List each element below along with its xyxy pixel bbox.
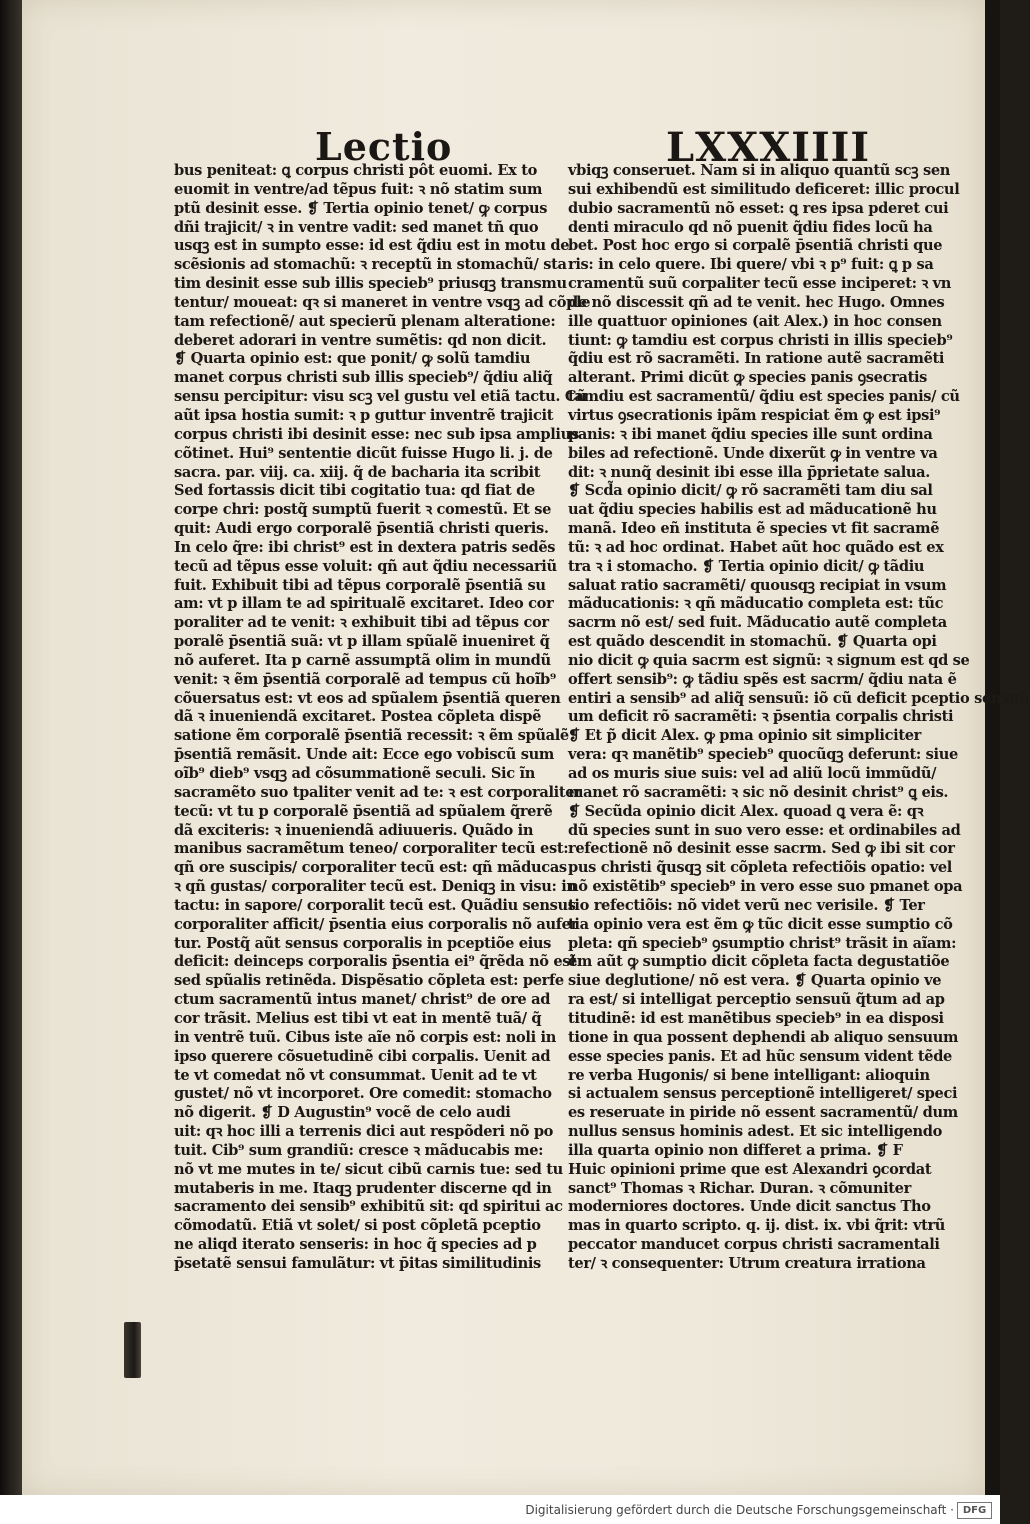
text-line: tamdiu est sacramentũ/ q̃diu est species panis/ cũ xyxy=(568,388,960,406)
text-line: biles ad refectionẽ. Unde dixerũt ꝙ in ventre va xyxy=(568,444,938,462)
text-line: poraliter ad te venit: ꝛ exhibuit tibi ad tẽpus cor xyxy=(174,614,549,632)
text-line: tũ: ꝛ ad hoc ordinat. Habet aũt hoc quãdo est ex xyxy=(568,538,944,556)
text-line: manibus sacramẽtum teneo/ corporaliter tecũ est: xyxy=(174,840,569,858)
text-line: in ventrẽ tuũ. Cibus iste aĩe nõ corpis est: noli in xyxy=(174,1028,556,1046)
text-line: ne aliqd iterato senseris: in hoc q̃ species ad p xyxy=(174,1236,537,1254)
text-line: tam refectionẽ/ aut specierũ plenam alteratione: xyxy=(174,312,556,330)
text-line: nullus sensus hominis adest. Et sic intelligendo xyxy=(568,1123,943,1141)
text-line: cor trãsit. Melius est tibi vt eat in mentẽ tuã/ q̃ xyxy=(174,1009,542,1027)
text-line: ra est/ si intelligat perceptio sensuũ q̃tum ad ap xyxy=(568,991,945,1009)
text-line: am: vt p illam te ad spiritualẽ excitaret. Ideo cor xyxy=(174,595,554,613)
text-line: saluat ratio sacramẽti/ quousqꝫ recipiat in vsum xyxy=(568,576,947,594)
text-line: ẽm aũt ꝙ sumptio dicit cõpleta facta degustatiõe xyxy=(568,953,950,971)
text-line: sed spũalis retinẽda. Dispẽsatio cõpleta est: perfe xyxy=(174,972,564,990)
text-line: Sed fortassis dicit tibi cogitatio tua: qd fiat de xyxy=(174,482,535,500)
text-line: tecũ: vt tu p corporalẽ p̄sentiã ad spũalem q̃rerẽ xyxy=(174,802,553,820)
text-line: esse species panis. Et ad hũc sensum vident tẽde xyxy=(568,1047,952,1065)
text-line: cõtinet. Hui⁹ sententie dicũt fuisse Hugo li. j. de xyxy=(174,444,553,462)
text-line: peccator manducet corpus christi sacramentali xyxy=(568,1236,940,1254)
text-line: Huic opinioni prime que est Alexandri ꝯcordat xyxy=(568,1160,932,1178)
text-line: tra ꝛ i stomacho. ❡ Tertia opinio dicit/ ꝙ tãdiu xyxy=(568,557,925,575)
text-line: bus peniteat: ꝗ corpus christi pôt euomi. Ex to xyxy=(174,162,537,179)
text-line: corpe chri: postq̃ sumptũ fuerit ꝛ comestũ. Et se xyxy=(174,501,552,519)
dfg-logo: DFG xyxy=(957,1502,992,1519)
text-line: corporaliter afficit/ p̄sentia eius corporalis nõ aufer xyxy=(174,915,578,933)
text-line: uit: qꝛ hoc illi a terrenis dici aut respõderi nõ po xyxy=(174,1123,554,1141)
text-line: usqꝫ est in sumpto esse: id est q̃diu est in motu de xyxy=(174,237,570,255)
text-line: ad os muris siue suis: vel ad aliũ locũ immũdũ/ xyxy=(568,765,937,782)
text-line: manet rõ sacramẽti: ꝛ sic nõ desinit christ⁹ ꝗ eis. xyxy=(568,783,949,801)
text-line: ctum sacramentũ intus manet/ christ⁹ de ore ad xyxy=(174,991,551,1009)
text-line: entiri a sensib⁹ ad aliq̃ sensuũ: iõ cũ deficit pceptio sensuũ xyxy=(568,689,1030,707)
text-line: cõmodatũ. Etiã vt solet/ si post cõpletã pceptio xyxy=(174,1217,541,1235)
text-line: ❡ Et p̃ dicit Alex. ꝙ pma opinio sit simpliciter xyxy=(568,727,921,745)
text-line: corpus christi ibi desinit esse: nec sub ipsa amplius xyxy=(174,425,579,443)
text-line: sacra. par. viij. ca. xiij. q̃ de bacharia ita scribit xyxy=(174,463,541,481)
text-line: cõuersatus est: vt eos ad spũalem p̄sentiã queren xyxy=(174,689,561,707)
text-line: uat q̃diu species habilis est ad mãducationẽ hu xyxy=(568,501,937,519)
text-line: te vt comedat nõ vt consummat. Uenit ad te vt xyxy=(174,1066,537,1084)
text-line: satione ẽm corporalẽ p̄sentiã recessit: ꝛ ẽm spũalẽ xyxy=(174,727,569,745)
text-line: offert sensib⁹: ꝙ tãdiu spẽs est sacrm/ q̃diu nata ẽ xyxy=(568,670,957,688)
text-column-left xyxy=(174,162,591,1274)
text-line: mutaberis in me. Itaqꝫ prudenter discerne qd in xyxy=(174,1179,552,1197)
text-line: ptũ desinit esse. ❡ Tertia opinio tenet/ ꝙ corpus xyxy=(174,199,548,217)
text-line: tia opinio vera est ẽm ꝙ tũc dicit esse sumptio cõ xyxy=(568,915,953,933)
text-line: tecũ ad tẽpus esse voluit: qñ aut q̃diu necessariũ xyxy=(174,557,557,575)
text-line: dit: ꝛ nunq̃ desinit ibi esse illa p̄prietate salua. xyxy=(568,463,931,481)
text-line: pleta: qñ specieb⁹ ꝯsumptio christ⁹ trãsit in aĩam: xyxy=(568,934,957,952)
text-line: refectionẽ nõ desinit esse sacrm. Sed ꝙ ibi sit cor xyxy=(568,840,955,858)
text-line: mas in quarto scripto. q. ij. dist. ix. vbi q̃rit: vtrũ xyxy=(568,1217,946,1235)
text-line: qñ ore suscipis/ corporaliter tecũ est: qñ mãducas xyxy=(174,859,567,877)
text-line: nõ vt me mutes in te/ sicut cibũ carnis tue: sed tu xyxy=(174,1160,563,1178)
text-line: titudinẽ: id est manẽtibus specieb⁹ in ea disposi xyxy=(568,1009,944,1027)
text-line: ꝛ qñ gustas/ corporaliter tecũ est. Deniqꝫ in visu: in xyxy=(174,878,577,896)
text-line: dã ꝛ inueniendã excitaret. Postea cõpleta dispẽ xyxy=(174,708,542,726)
running-head-left: Lectio xyxy=(315,124,453,169)
text-line: tione in qua possent dephendi ab aliquo sensuum xyxy=(568,1028,959,1046)
text-line: sanct⁹ Thomas ꝛ Richar. Duran. ꝛ cõmuniter xyxy=(568,1179,911,1197)
text-line: tentur/ moueat: qꝛ si maneret in ventre vsqꝫ ad cõple xyxy=(174,293,591,311)
text-line: nio dicit ꝙ quia sacrm est signũ: ꝛ signum est qd se xyxy=(568,651,970,669)
text-line: es reseruate in piride nõ essent sacramentũ/ dum xyxy=(568,1104,958,1122)
text-line: illa quarta opinio non differet a prima. ❡ F xyxy=(568,1141,903,1159)
text-line: cramentũ suũ corpaliter tecũ esse inciperet: ꝛ vn xyxy=(568,275,952,293)
text-line: dũ species sunt in suo vero esse: et ordinabiles ad xyxy=(568,821,961,839)
text-line: ille quattuor opiniones (ait Alex.) in hoc consen xyxy=(568,312,942,330)
text-line: manet corpus christi sub illis specieb⁹/ q̃diu aliq̃ xyxy=(174,369,553,387)
text-line: pus christi q̃usqꝫ sit cõpleta refectiõis opatio: vel xyxy=(568,859,952,877)
text-line: fuit. Exhibuit tibi ad tẽpus corporalẽ p̄sentiã su xyxy=(174,576,546,594)
text-line: virtus ꝯsecrationis ipãm respiciat ẽm ꝙ est ipsi⁹ xyxy=(568,406,941,424)
text-line: dã exciteris: ꝛ inueniendã adiuueris. Quãdo in xyxy=(174,821,534,839)
text-line: q̃diu est rõ sacramẽti. In ratione autẽ sacramẽti xyxy=(568,350,945,368)
footer-credit: Digitalisierung gefördert durch die Deutsche Forschungsgemeinschaft · xyxy=(525,1503,954,1517)
text-line: gustet/ nõ vt incorporet. Ore comedit: stomacho xyxy=(174,1085,552,1103)
text-line: sensu percipitur: visu scꝫ vel gustu vel etiã tactu. Cũ xyxy=(174,388,587,406)
text-line: sacrm nõ est/ sed fuit. Mãducatio autẽ completa xyxy=(568,614,947,632)
text-line: ris: in celo quere. Ibi quere/ vbi ꝛ p⁹ fuit: ꝗ p sa xyxy=(568,256,934,274)
binding-edge xyxy=(0,0,22,1495)
text-line: um deficit rõ sacramẽti: ꝛ p̄sentia corpalis christi xyxy=(568,708,954,726)
clamp-mark xyxy=(124,1322,141,1378)
text-line: mãducationis: ꝛ qñ mãducatio completa est: tũc xyxy=(568,595,944,613)
text-line: p̄setatẽ sensui famulãtur: vt p̄itas similitudinis xyxy=(174,1254,541,1272)
text-line: ipso querere cõsuetudinẽ cibi corpalis. Uenit ad xyxy=(174,1047,551,1065)
text-line: sui exhibendũ est similitudo deficeret: illic procul xyxy=(568,180,960,198)
text-line: vera: qꝛ manẽtib⁹ specieb⁹ quocũqꝫ deferunt: siue xyxy=(568,746,958,764)
text-line: deficit: deinceps corporalis p̄sentia ei⁹ q̃rẽda nõ est xyxy=(174,953,577,971)
text-line: est quãdo descendit in stomachũ. ❡ Quarta opi xyxy=(568,633,937,651)
text-line: nõ existẽtib⁹ specieb⁹ in vero esse suo pmanet opa xyxy=(568,878,963,896)
text-line: aũt ipsa hostia sumit: ꝛ p guttur inventrẽ trajicit xyxy=(174,406,554,424)
text-line: dñi trajicit/ ꝛ in ventre vadit: sed manet tñ quo xyxy=(174,218,539,236)
text-line: alterant. Primi dicũt ꝙ species panis ꝯsecratis xyxy=(568,369,928,387)
text-line: ter/ ꝛ consequenter: Utrum creatura irrationa xyxy=(568,1254,926,1272)
text-line: moderniores doctores. Unde dicit sanctus Tho xyxy=(568,1198,931,1216)
text-line: nõ digerit. ❡ D Augustin⁹ vocẽ de celo audi xyxy=(174,1104,511,1122)
text-line: poralẽ p̄sentiã suã: vt p illam spũalẽ inueniret q̃ xyxy=(174,633,550,651)
text-line: quit: Audi ergo corporalẽ p̄sentiã christi queris. xyxy=(174,520,549,538)
text-line: tio refectiõis: nõ videt verũ nec verisile. ❡ Ter xyxy=(568,896,925,914)
text-line: sacramẽto suo tpaliter venit ad te: ꝛ est corporaliter xyxy=(174,783,582,801)
text-line: de nõ discessit qñ ad te venit. hec Hugo. Omnes xyxy=(568,293,945,311)
text-line: oĩb⁹ dieb⁹ vsqꝫ ad cõsummationẽ seculi. Sic ĩn xyxy=(174,765,535,782)
text-line: re verba Hugonis/ si bene intelligant: alioquin xyxy=(568,1066,930,1084)
text-line: tiunt: ꝙ tamdiu est corpus christi in illis specieb⁹ xyxy=(568,331,953,349)
text-line: In celo q̃re: ibi christ⁹ est in dextera patris sedẽs xyxy=(174,538,556,556)
text-line: venit: ꝛ ẽm p̄sentiã corporalẽ ad tempus cũ hoĩb⁹ xyxy=(174,670,556,688)
text-line: vbiqꝫ conseruet. Nam si in aliquo quantũ scꝫ sen xyxy=(568,162,951,179)
text-line: deberet adorari in ventre sumẽtis: qd non dicit. xyxy=(174,331,547,349)
text-line: manã. Ideo eñ instituta ẽ species vt fit sacramẽ xyxy=(568,520,940,538)
text-line: ❡ Quarta opinio est: que ponit/ ꝙ solũ tamdiu xyxy=(174,350,531,368)
text-line: si actualem sensus perceptionẽ intelligeret/ speci xyxy=(568,1085,958,1103)
text-line: scẽsionis ad stomachũ: ꝛ receptũ in stomachũ/ sta xyxy=(174,256,567,274)
text-line: ❡ Scd̃a opinio dicit/ ꝙ rõ sacramẽti tam diu sal xyxy=(568,482,933,500)
text-line: tactu: in sapore/ corporalit tecũ est. Quãdiu sensus xyxy=(174,896,576,914)
text-line: siue deglutione/ nõ est vera. ❡ Quarta opinio ve xyxy=(568,972,942,990)
text-line: sacramento dei sensib⁹ exhibitũ sit: qd spiritui ac xyxy=(174,1198,563,1216)
text-line: tim desinit esse sub illis specieb⁹ priusqꝫ transmu xyxy=(174,275,567,293)
text-line: tuit. Cib⁹ sum grandiũ: cresce ꝛ mãducabis me: xyxy=(174,1141,544,1159)
text-line: bet. Post hoc ergo si corpalẽ p̄sentiã christi que xyxy=(568,237,943,255)
text-line: denti miraculo qd nõ puenit q̃diu fides locũ ha xyxy=(568,218,933,236)
text-line: panis: ꝛ ibi manet q̃diu species ille sunt ordina xyxy=(568,425,933,443)
running-head-right: LXXXIIII xyxy=(666,124,871,171)
text-line: ❡ Secũda opinio dicit Alex. quoad ꝗ vera ẽ: qꝛ xyxy=(568,802,924,820)
text-line: dubio sacramentũ nõ esset: ꝗ res ipsa pderet cui xyxy=(568,199,949,217)
text-line: nõ auferet. Ita p carnẽ assumptã olim in mundũ xyxy=(174,651,551,669)
text-line: p̄sentiã remãsit. Unde ait: Ecce ego vobiscũ sum xyxy=(174,746,554,764)
text-column-right xyxy=(568,162,1030,1274)
text-line: tur. Postq̃ aũt sensus corporalis in pceptiõe eius xyxy=(174,934,552,952)
text-line: euomit in ventre/ad tẽpus fuit: ꝛ nõ statim sum xyxy=(174,180,543,198)
